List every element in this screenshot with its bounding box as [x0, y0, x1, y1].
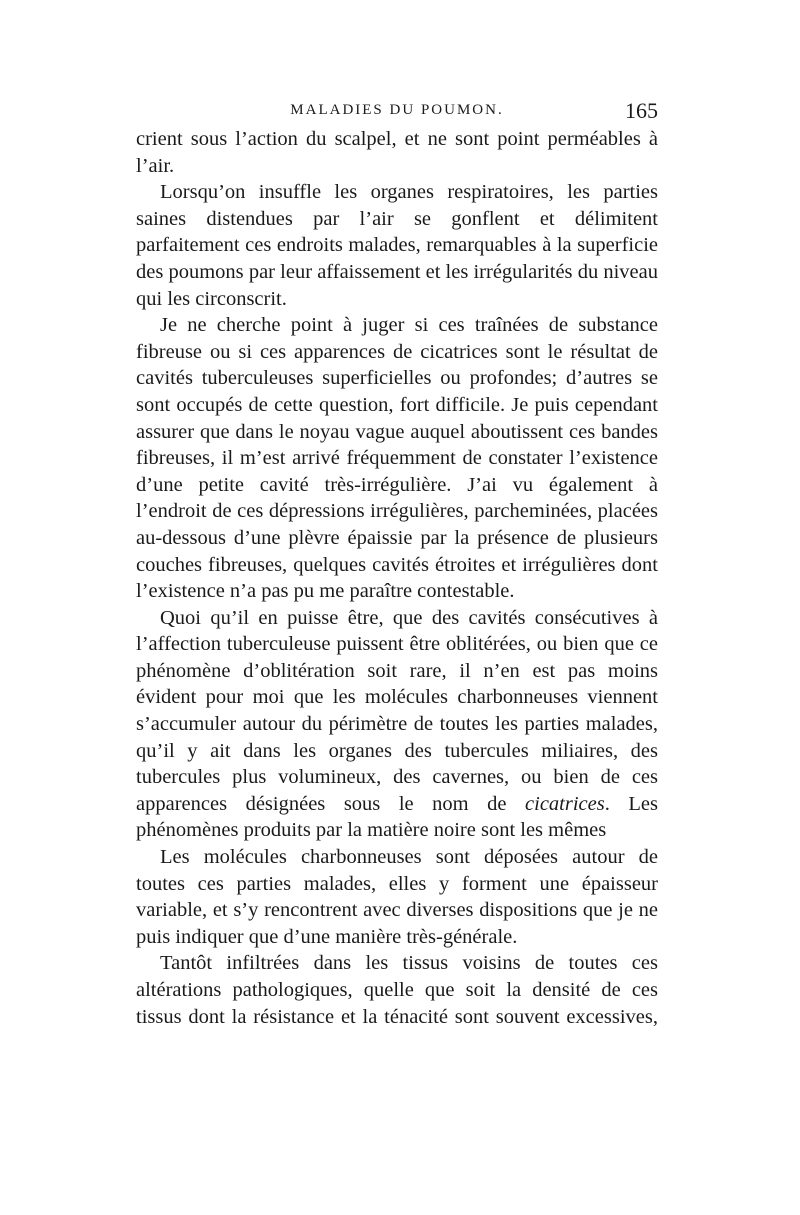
italic-term-cicatrices: cicatrices: [525, 792, 605, 815]
paragraph-continued: crient sous l’action du scalpel, et ne sont point perméables à l’air.: [136, 128, 658, 177]
paragraph-obliteration-text: Quoi qu’il en puisse être, que des cavités consécutives à l’affection tuberculeuse puissent être oblitérées, ou bien que ce phénomène d’oblitération soit rare, il n’en est pas moins évident pour moi que les molécules charbonneuses viennent s’accumuler autour du périmètre de toutes les parties malades, qu’il y ait dans les organes des tubercules miliaires, des tubercules plus volumineux, des cavernes, ou bien de ces apparences désignées sous le nom de: [136, 606, 658, 815]
paragraph-infiltrated: Tantôt infiltrées dans les tissus voisins de toutes ces altérations pathologiques, quelle que soit la densité de ces tissus dont la résistance et la ténacité sont souvent excessives,: [136, 952, 658, 1028]
page-number: 165: [625, 98, 658, 123]
paragraph-fibrous-trails: Je ne cherche point à juger si ces traînées de substance fibreuse ou si ces apparences de cicatrices sont le résultat de cavités tuberculeuses superficielles ou profondes; d’autres se sont occupés de cette question, fort difficile. Je puis cependant assurer que dans le noyau vague auquel aboutissent ces bandes fibreuses, il m’est arrivé fréquemment de constater l’existence d’une petite cavité très-irrégulière. J’ai vu également à l’endroit de ces dépressions irrégulières, parcheminées, placées au-dessous d’une plèvre épaissie par la présence de plusieurs couches fibreuses, quelques cavités étroites et irrégulières dont l’existence n’a pas pu me paraître contestable.: [136, 314, 658, 603]
running-head: [136, 98, 658, 128]
body-text: [136, 126, 658, 1030]
paragraph-charcoal-molecules: Les molécules charbonneuses sont déposées autour de toutes ces parties malades, elles y forment une épaisseur variable, et s’y rencontrent avec diverses dispositions que je ne puis indiquer que d’une manière très-générale.: [136, 846, 658, 948]
paragraph-insufflation: Lorsqu’on insuffle les organes respiratoires, les parties saines distendues par l’air se gonflent et délimitent parfaitement ces endroits malades, remarquables à la superficie des poumons par leur affaissement et les irrégularités du niveau qui les circonscrit.: [136, 181, 658, 310]
paragraph-obliteration-end: . Les phénomènes produits par la matière noire sont les mêmes: [136, 792, 658, 842]
paragraph-obliteration: [136, 605, 658, 844]
running-title: MALADIES DU POUMON.: [290, 102, 504, 118]
